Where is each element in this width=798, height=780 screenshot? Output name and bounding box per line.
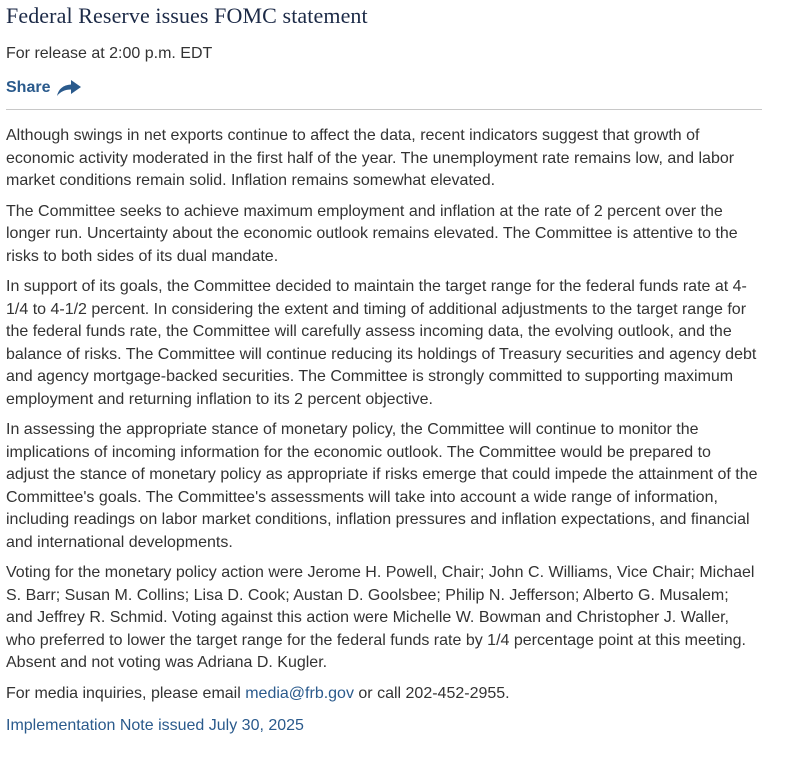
paragraph-policy-decision: In support of its goals, the Committee decided to maintain the target range for the federal funds rate at 4-1/4 to 4-1/2 percent. In considering the extent and timing of additional adjustments to the target range for the federal funds rate, the Committee will carefully assess incoming data, the evolving outlook, and the balance of risks. The Committee will continue reducing its holdings of Treasury securities and agency debt and agency mortgage-backed securities. The Committee is strongly committed to supporting maximum employment and returning inflation to its 2 percent objective. <box>6 278 757 408</box>
paragraph-economic-activity: Although swings in net exports continue to affect the data, recent indicators suggest that growth of economic activity moderated in the first half of the year. The unemployment rate remains low, and labor market conditions remain solid. Inflation remains somewhat elevated. <box>6 127 735 189</box>
paragraph-voting: Voting for the monetary policy action were Jerome H. Powell, Chair; John C. Williams, Vice Chair; Michael S. Barr; Susan M. Collins; Lisa D. Cook; Austan D. Goolsbee; Philip N. Jefferson; Alberto G. Musalem; and Jeffrey R. Schmid. Voting against this action were Michelle W. Bowman and Christopher J. Waller, who preferred to lower the target range for the federal funds rate by 1/4 percentage point at this meeting. Absent and not voting was Adriana D. Kugler. <box>6 564 755 671</box>
header-divider <box>6 109 762 110</box>
paragraph-mandate: The Committee seeks to achieve maximum employment and inflation at the rate of 2 percent over the longer run. Uncertainty about the economic outlook remains elevated. The Committee is attentive to the risks to both sides of its dual mandate. <box>6 202 738 265</box>
implementation-note-link[interactable]: Implementation Note issued July 30, 2025 <box>6 717 304 734</box>
statement-body <box>6 125 762 737</box>
paragraph-assessment: In assessing the appropriate stance of monetary policy, the Committee will continue to monitor the implications of incoming information for the economic outlook. The Committee would be prepared to adjust the stance of monetary policy as appropriate if risks emerge that could impede the attainment of the Committee's goals. The Committee's assessments will take into account a wide range of information, including readings on labor market conditions, inflation pressures and inflation expectations, and financial and international developments. <box>6 421 758 551</box>
media-email-link[interactable]: media@frb.gov <box>245 684 354 702</box>
media-inquiries <box>6 683 758 706</box>
release-time: For release at 2:00 p.m. EDT <box>6 45 213 62</box>
press-release <box>6 0 762 737</box>
media-suffix: or call 202-452-2955. <box>353 684 510 702</box>
share-arrow-icon <box>56 79 82 97</box>
share-button[interactable] <box>6 78 82 98</box>
page-title: Federal Reserve issues FOMC statement <box>6 3 368 28</box>
media-prefix: For media inquiries, please email <box>6 684 246 702</box>
share-label: Share <box>6 79 51 96</box>
